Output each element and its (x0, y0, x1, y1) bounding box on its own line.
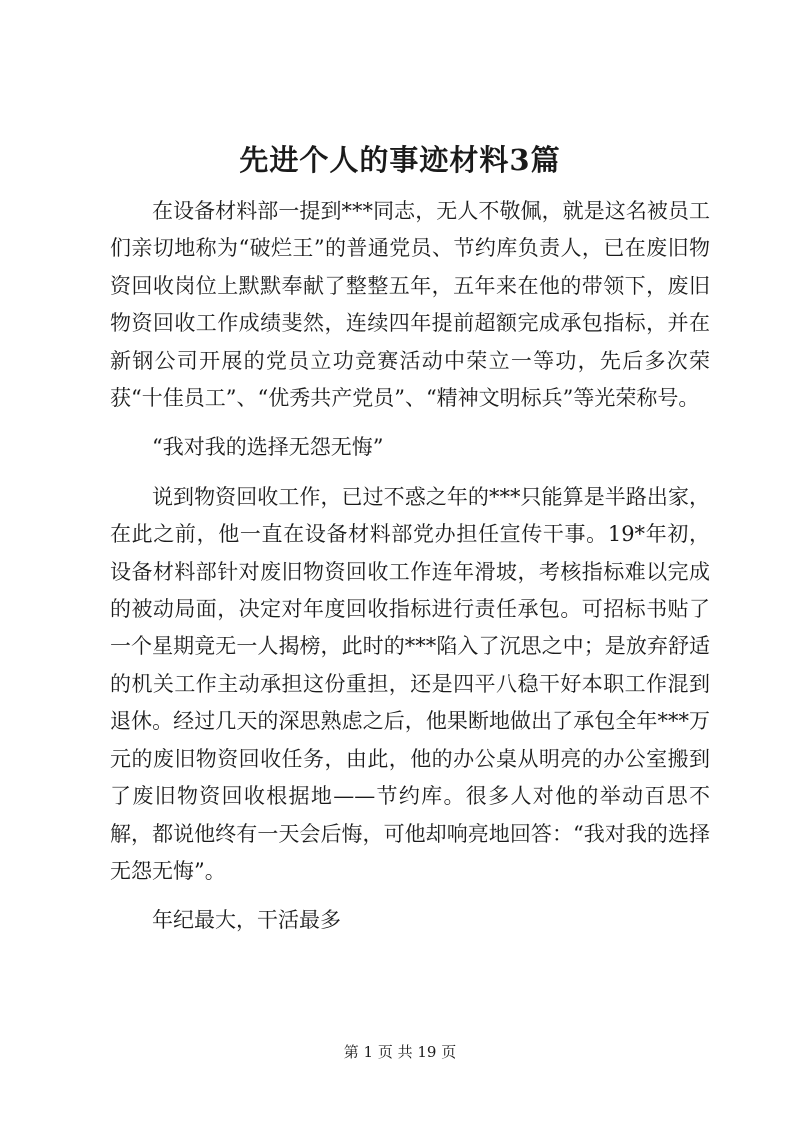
paragraph-intro: 在设备材料部一提到***同志，无人不敬佩，就是这名被员工们亲切地称为“破烂王”的普通党员、节约库负责人，已在废旧物资回收岗位上默默奉献了整整五年，五年来在他的带领下，废旧物资回收工作成绩斐然，连续四年提前超额完成承包指标，并在新钢公司开展的党员立功竞赛活动中荣立一等功，先后多次荣获“十佳员工”、“优秀共产党员”、“精神文明标兵”等光荣称号。 (110, 199, 710, 411)
document-body (110, 193, 710, 940)
section-heading-no-regret: “我对我的选择无怨无悔” (152, 435, 384, 460)
page-number-footer: 第 1 页 共 19 页 (343, 1043, 457, 1061)
paragraph-recycling-work: 说到物资回收工作，已过不惑之年的***只能算是半路出家，在此之前，他一直在设备材料部党办担任宣传干事。19*年初，设备材料部针对废旧物资回收工作连年滑坡，考核指标难以完成的被动局面，决定对年度回收指标进行责任承包。可招标书贴了一个星期竟无一人揭榜，此时的***陷入了沉思之中；是放弃舒适的机关工作主动承担这份重担，还是四平八稳干好本职工作混到退休。经过几天的深思熟虑之后，他果断地做出了承包全年***万元的废旧物资回收任务，由此，他的办公桌从明亮的办公室搬到了废旧物资回收根据地——节约库。很多人对他的举动百思不解，都说他终有一天会后悔，可他却响亮地回答：“我对我的选择无怨无悔”。 (110, 484, 710, 883)
document-title: 先进个人的事迹材料3篇 (239, 143, 561, 177)
section-heading-oldest-hardest: 年纪最大，干活最多 (152, 908, 341, 933)
